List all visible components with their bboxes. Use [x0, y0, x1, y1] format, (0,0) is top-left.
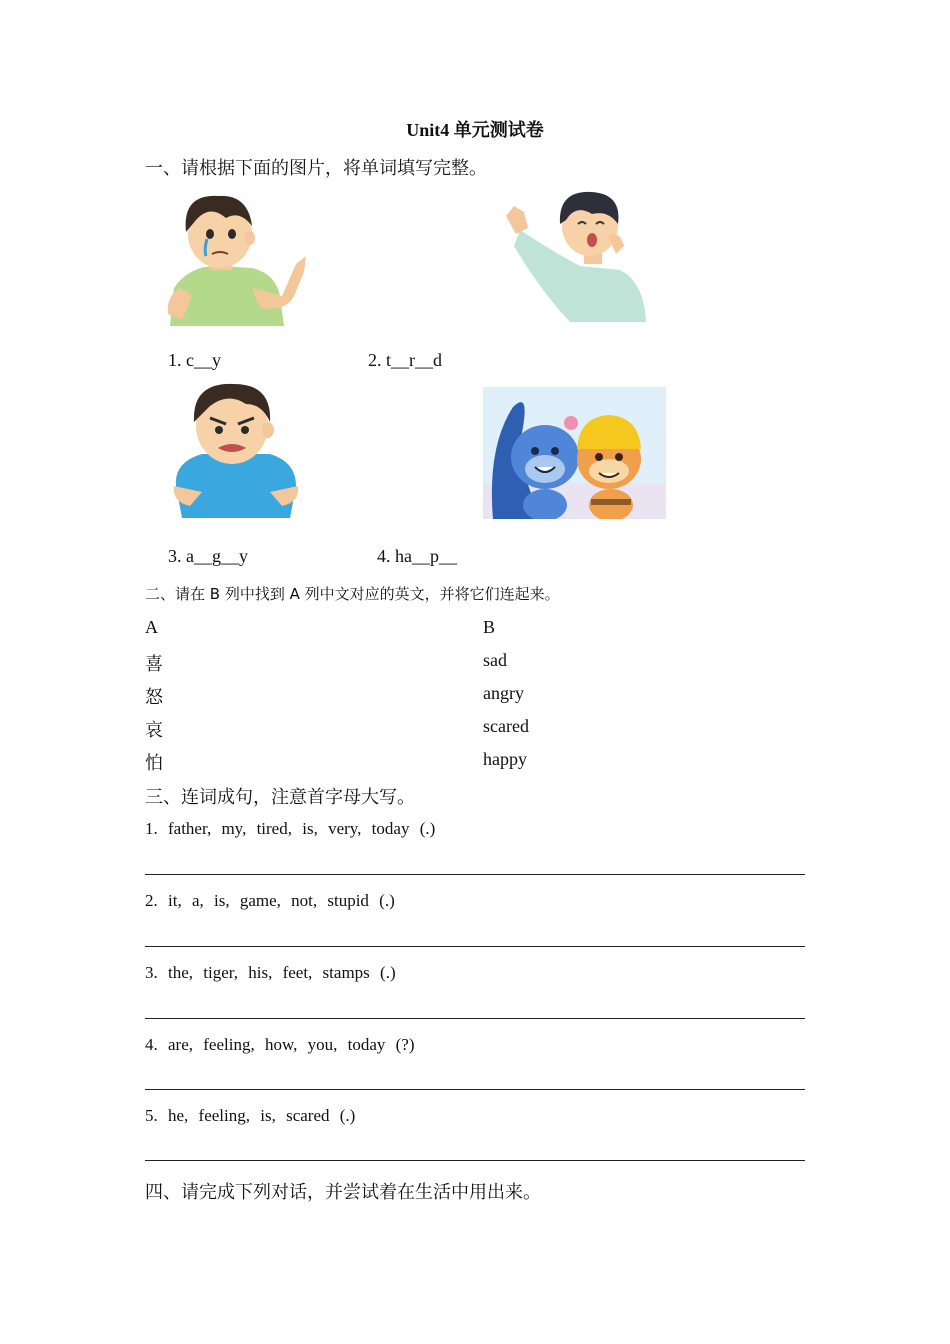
question-3: 3. the, tiger, his, feet, stamps (.) [145, 963, 396, 982]
answer-line-2[interactable] [145, 946, 805, 947]
answer-line-4[interactable] [145, 1089, 805, 1090]
question-2: 2. it, a, is, game, not, stupid (.) [145, 891, 395, 910]
column-b-item: scared [483, 716, 529, 736]
answer-line-1[interactable] [145, 874, 805, 875]
answer-line-5[interactable] [145, 1160, 805, 1161]
question-1: 1. father, my, tired, is, very, today (.) [145, 819, 436, 838]
section2-heading: 二、请在 B 列中找到 A 列中文对应的英文，并将它们连起来。 [145, 585, 560, 603]
column-a-item: 喜 [145, 654, 163, 674]
question-4: 4. are, feeling, how, you, today (?) [145, 1035, 415, 1054]
column-b-item: angry [483, 683, 524, 703]
column-a-item: 怕 [145, 753, 163, 773]
column-a-header: A [145, 617, 158, 637]
crying-boy-illustration [160, 192, 310, 326]
column-b-item: happy [483, 749, 527, 769]
section3-heading: 三、连词成句，注意首字母大写。 [145, 787, 415, 807]
item-1-label: 1. c__y [168, 350, 221, 370]
angry-boy-illustration [172, 382, 300, 518]
column-a-item: 哀 [145, 720, 163, 740]
answer-line-3[interactable] [145, 1018, 805, 1019]
item-2-label: 2. t__r__d [368, 350, 442, 370]
column-b-header: B [483, 617, 496, 637]
section4-heading: 四、请完成下列对话，并尝试着在生活中用出来。 [145, 1182, 541, 1202]
column-b-item: sad [483, 650, 507, 670]
item-3-label: 3. a__g__y [168, 546, 248, 566]
item-4-label: 4. ha__p__ [377, 546, 457, 566]
happy-cartoon-animals-illustration [483, 387, 666, 519]
page-title: Unit4 单元测试卷 [406, 120, 544, 140]
question-5: 5. he, feeling, is, scared (.) [145, 1106, 356, 1125]
column-a-item: 怒 [145, 687, 163, 707]
section1-heading: 一、请根据下面的图片，将单词填写完整。 [145, 158, 487, 178]
yawning-boy-illustration [500, 190, 650, 322]
